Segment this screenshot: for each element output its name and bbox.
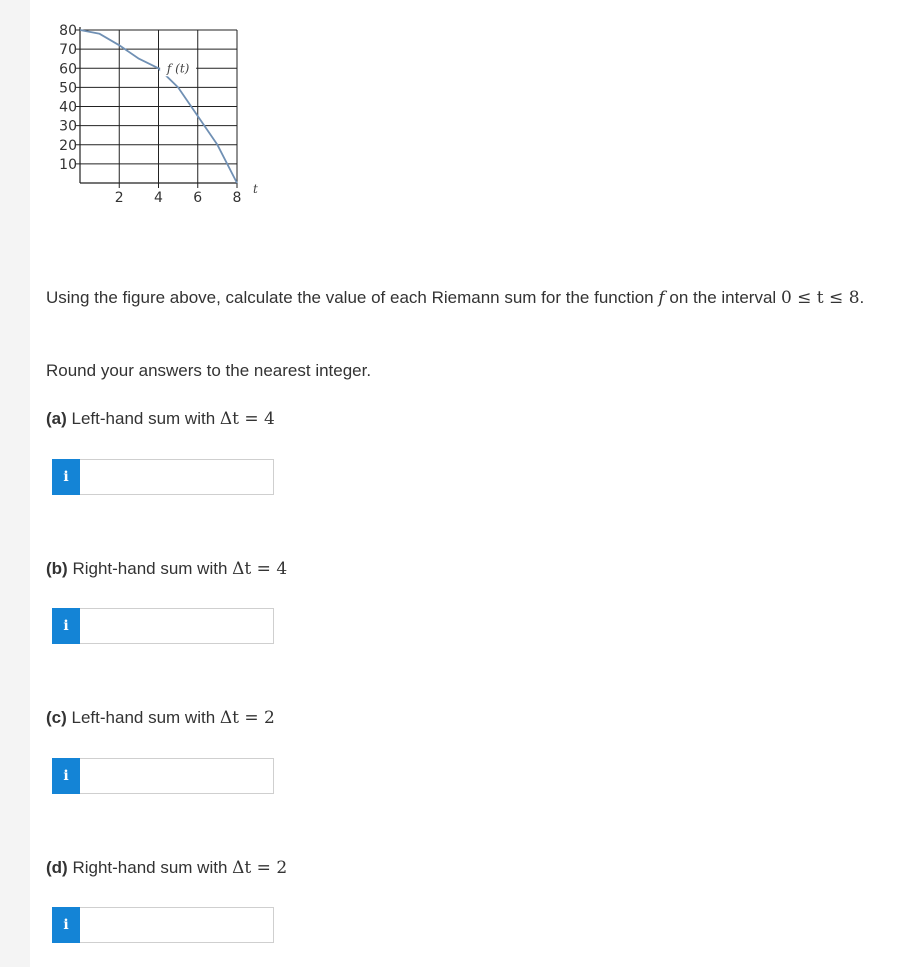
question-delta: Δt = 2 [219,708,275,728]
answer-field-a[interactable] [52,459,274,495]
prompt-intro: Using the figure above, calculate the value of each Riemann sum for the function [46,288,654,307]
question-delta: Δt = 2 [232,858,288,878]
answer-field-d[interactable] [52,907,274,943]
answer-input-b[interactable] [80,608,274,644]
curve-label: f (t) [166,61,190,76]
answer-field-c[interactable] [52,758,274,794]
x-tick-label: 8 [232,190,242,206]
x-tick-label: 4 [154,190,163,206]
question-letter: (d) [46,858,68,877]
question-a [46,409,275,429]
y-tick-label: 20 [59,137,77,154]
question-b [46,559,287,579]
info-icon[interactable]: i [52,459,80,495]
prompt-middle: on the interval [669,288,777,307]
question-text: Right-hand sum with [72,559,228,578]
x-tick-label: 6 [193,190,203,206]
y-tick-label: 60 [59,61,77,78]
y-tick-label: 40 [59,99,77,116]
question-delta: Δt = 4 [219,409,275,429]
round-instruction: Round your answers to the nearest integer. [46,361,372,380]
question-letter: (a) [46,409,67,428]
y-tick-label: 80 [59,23,77,39]
question-text: Left-hand sum with [71,708,216,727]
function-graph [50,20,280,210]
x-tick-label: 2 [114,190,124,206]
y-tick-label: 30 [59,118,77,135]
question-c [46,708,275,728]
y-tick-label: 50 [59,80,77,97]
prompt-text [46,288,864,308]
info-icon[interactable]: i [52,758,80,794]
question-text: Left-hand sum with [71,409,216,428]
answer-field-b[interactable] [52,608,274,644]
prompt-interval: 0 ≤ t ≤ 8 [780,288,860,308]
question-text: Right-hand sum with [72,858,228,877]
y-tick-label: 10 [59,156,77,173]
y-tick-label: 70 [59,42,77,59]
info-icon[interactable]: i [52,608,80,644]
answer-input-c[interactable] [80,758,274,794]
left-rail [0,0,30,967]
question-letter: (b) [46,559,68,578]
info-icon[interactable]: i [52,907,80,943]
answer-input-d[interactable] [80,907,274,943]
question-d [46,858,287,878]
question-delta: Δt = 4 [232,559,288,579]
x-axis-label: t [253,182,258,196]
prompt-end: . [859,288,865,307]
answer-input-a[interactable] [80,459,274,495]
function-symbol: f [658,288,665,308]
question-letter: (c) [46,708,67,727]
